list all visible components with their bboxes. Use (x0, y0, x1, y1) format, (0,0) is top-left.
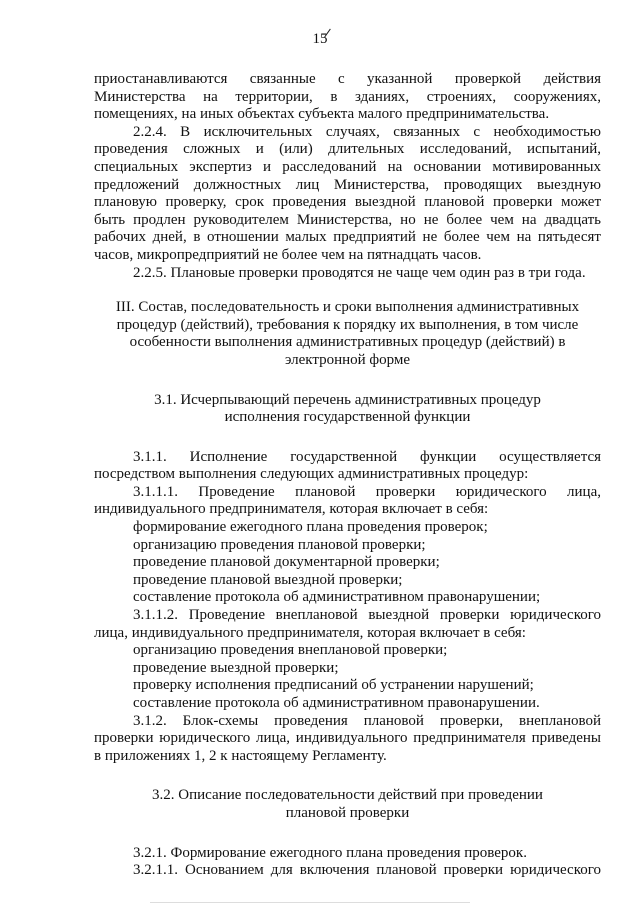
document-body (94, 71, 601, 880)
paragraph-2-2-5 (94, 265, 601, 283)
list-item: составление протокола об административном правонарушении. (133, 695, 540, 711)
list-item: проведение плановой выездной проверки; (133, 571, 403, 588)
paragraph-continuation (94, 71, 601, 124)
procedure-list-1 (94, 519, 601, 607)
heading-line: процедур (действий), требования к порядку их выполнения, в том числе (116, 316, 579, 333)
subsection-3-2-heading (94, 787, 601, 822)
text-line: проведения сложных и (или) длительных исследований, испытаний, (94, 141, 601, 158)
text-line: 3.1.1. Исполнение государственной функции осуществляется (133, 448, 601, 465)
heading-line: особенности выполнения административных процедур (действий) в (129, 334, 566, 351)
list-item: проведение выездной проверки; (133, 659, 339, 676)
paragraph-3-1-2 (94, 713, 601, 766)
heading-line: исполнения государственной функции (224, 409, 471, 426)
scan-edge-line (150, 902, 470, 903)
section-3-heading (94, 299, 601, 369)
procedure-list-2 (94, 642, 601, 712)
text-line: 3.1.2. Блок-схемы проведения плановой проверки, внеплановой (133, 712, 601, 729)
text-line: помещениях, на иных объектах субъекта малого предпринимательства. (94, 106, 550, 123)
text-line: 3.1.1.1. Проведение плановой проверки юридического лица, (133, 483, 601, 500)
heading-line: 3.1. Исчерпывающий перечень административных процедур (154, 391, 541, 408)
paragraph-3-1-1 (94, 449, 601, 484)
paragraph-3-1-1-1 (94, 484, 601, 519)
text-line: 2.2.4. В исключительных случаях, связанных с необходимостью (133, 123, 601, 140)
text-line: быть продлен руководителем Министерства, но не более чем на двадцать (94, 211, 601, 228)
text-line: плановую проверку, срок проведения выездной плановой проверки может (94, 194, 601, 211)
paragraph-2-2-4 (94, 124, 601, 265)
paragraph-3-2-1 (94, 845, 601, 863)
text-line: 3.2.1. Формирование ежегодного плана проведения проверок. (133, 844, 527, 861)
text-line: специальных экспертиз и расследований на основании мотивированных (94, 158, 601, 175)
list-item: формирование ежегодного плана проведения проверок; (133, 519, 488, 536)
text-line: в приложениях 1, 2 к настоящему Регламенту. (94, 747, 387, 764)
text-line: 3.2.1.1. Основанием для включения плановой проверки юридического (133, 862, 601, 879)
text-line: Министерства на территории, в зданиях, строениях, сооружениях, (94, 88, 601, 105)
heading-line: электронной форме (284, 351, 411, 368)
list-item: организацию проведения внеплановой проверки; (133, 642, 448, 659)
heading-line: плановой проверки (285, 804, 410, 821)
text-line: индивидуального предпринимателя, которая включает в себя: (94, 501, 489, 518)
text-line: приостанавливаются связанные с указанной проверкой действия (94, 71, 601, 87)
subsection-3-1-heading (94, 392, 601, 427)
text-line: рабочих дней, в отношении малых предприятий не более чем на пятьдесят (94, 229, 601, 246)
text-line: лица, индивидуального предпринимателя, которая включает в себя: (94, 624, 526, 641)
list-item: проведение плановой документарной проверки; (133, 554, 440, 571)
list-item: организацию проведения плановой проверки; (133, 536, 426, 553)
list-item: составление протокола об административном правонарушении; (133, 589, 541, 606)
text-line: предложений должностных лиц Министерства, проводящих выездную (94, 176, 601, 193)
heading-line: III. Состав, последовательность и сроки выполнения административных (115, 299, 580, 316)
text-line: 3.1.1.2. Проведение внеплановой выездной проверки юридического (133, 607, 601, 624)
heading-line: 3.2. Описание последовательности действий при проведении (152, 787, 543, 804)
text-line: часов, микропредприятий не более чем на пятнадцать часов. (94, 246, 482, 263)
text-line: проверки юридического лица, индивидуального предпринимателя приведены (94, 730, 601, 747)
text-line: посредством выполнения следующих административных процедур: (94, 466, 529, 483)
text-line: 2.2.5. Плановые проверки проводятся не чаще чем один раз в три года. (133, 264, 586, 281)
page-number: 15 (312, 31, 328, 47)
paragraph-3-2-1-1 (94, 862, 601, 880)
list-item: проверку исполнения предписаний об устранении нарушений; (133, 677, 534, 694)
paragraph-3-1-1-2 (94, 607, 601, 642)
